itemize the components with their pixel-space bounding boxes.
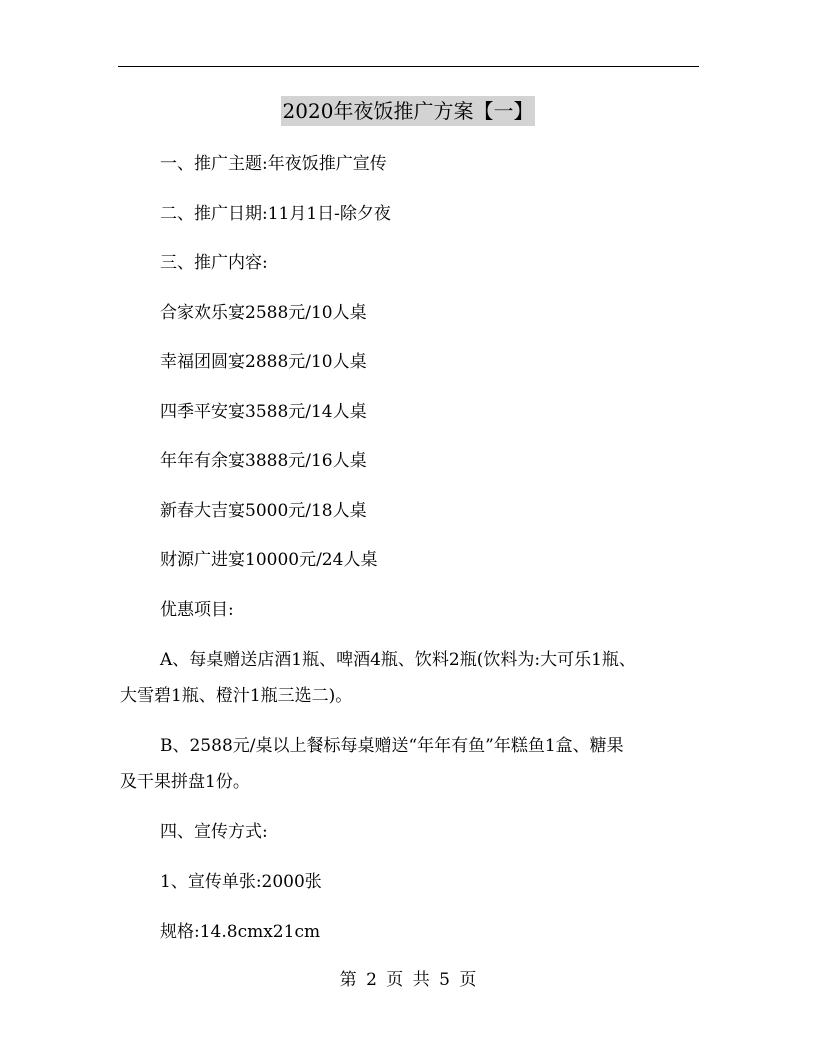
menu-item-xingfu: 幸福团圆宴2888元/10人桌 [160,352,367,372]
header-rule [118,66,699,67]
section-theme: 一、推广主题:年夜饭推广宣传 [160,154,387,174]
discount-heading: 优惠项目: [160,600,234,620]
title-block [0,96,816,126]
menu-item-xinchun: 新春大吉宴5000元/18人桌 [160,501,367,521]
discount-b-line2: 及干果拼盘1份。 [120,772,250,792]
discount-a-line1: A、每桌赠送店酒1瓶、啤酒4瓶、饮料2瓶(饮料为:大可乐1瓶、 [160,650,636,670]
menu-item-siji: 四季平安宴3588元/14人桌 [160,402,367,422]
section-promotion-method: 四、宣传方式: [160,822,268,842]
menu-item-niannian: 年年有余宴3888元/16人桌 [160,451,367,471]
menu-item-caiyuan: 财源广进宴10000元/24人桌 [160,550,378,570]
menu-item-hejia: 合家欢乐宴2588元/10人桌 [160,303,367,323]
section-content-heading: 三、推广内容: [160,253,268,273]
discount-b-line1: B、2588元/桌以上餐标每桌赠送“年年有鱼”年糕鱼1盒、糖果 [160,736,624,756]
flyer-spec: 规格:14.8cmx21cm [160,922,321,942]
section-date: 二、推广日期:11月1日-除夕夜 [160,204,391,224]
discount-a-line2: 大雪碧1瓶、橙汁1瓶三选二)。 [120,686,353,706]
document-title: 2020年夜饭推广方案【一】 [281,96,536,126]
flyer-item: 1、宣传单张:2000张 [160,872,322,892]
page-footer: 第 2 页 共 5 页 [339,970,477,990]
